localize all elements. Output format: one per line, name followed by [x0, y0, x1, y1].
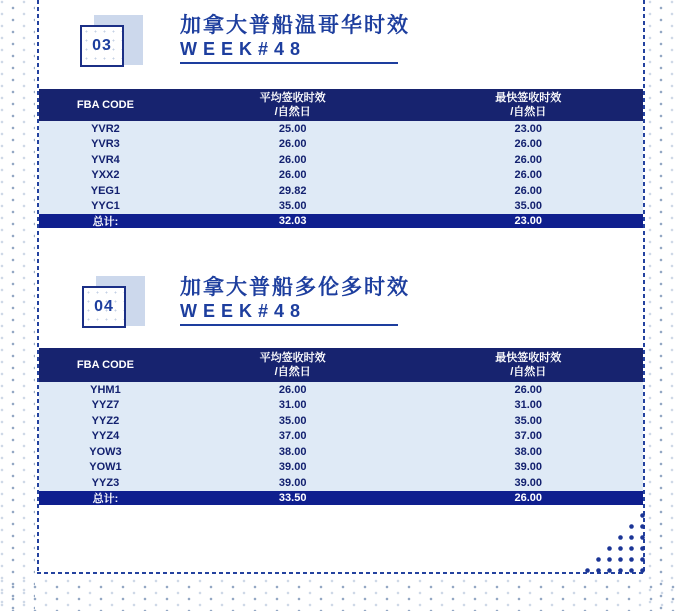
- table-row: [39, 475, 643, 491]
- total-fastest: 26.00: [514, 491, 542, 504]
- badge-number: 04: [94, 298, 114, 315]
- cell-code: YYZ2: [91, 414, 120, 427]
- cell-fastest: 26.00: [514, 138, 542, 151]
- table-row: [39, 152, 643, 168]
- vancouver-shipping-table: [39, 89, 643, 228]
- col-header-average-line1: 平均签收时效: [259, 92, 326, 104]
- cell-average: 39.00: [278, 476, 307, 489]
- col-header-average: [172, 348, 414, 382]
- cell-code: YYC1: [91, 200, 120, 213]
- col-header-fastest: [413, 89, 643, 121]
- table-row: [39, 444, 643, 460]
- cell-fastest: 31.00: [514, 399, 542, 412]
- cell-fastest: 26.00: [514, 153, 542, 166]
- col-header-average: [172, 89, 414, 121]
- cell-average: 29.82: [278, 184, 307, 197]
- cell-fastest: 26.00: [514, 184, 542, 197]
- badge-number-box: [80, 25, 124, 67]
- table-row: [39, 199, 643, 215]
- cell-fastest: 26.00: [514, 383, 542, 396]
- col-header-fba-code: FBA CODE: [76, 359, 134, 371]
- col-header-average-line2: /自然日: [274, 366, 311, 378]
- total-fastest: 23.00: [514, 215, 542, 227]
- section-title: 加拿大普船多伦多时效: [180, 276, 410, 299]
- section-week-label: WEEK#48: [180, 301, 307, 321]
- table-row: [39, 413, 643, 429]
- cell-average: 25.00: [278, 122, 307, 135]
- report-content: [39, 0, 643, 572]
- cell-average: 26.00: [278, 153, 307, 166]
- cell-code: YVR4: [91, 153, 120, 166]
- badge-number: 03: [92, 37, 112, 54]
- cell-code: YXX2: [91, 169, 120, 182]
- table-row: [39, 398, 643, 414]
- cell-average: 31.00: [278, 399, 307, 412]
- cell-code: YYZ3: [91, 476, 120, 489]
- toronto-shipping-table: [39, 348, 643, 505]
- table-total-row: [39, 491, 643, 505]
- cell-code: YVR2: [91, 122, 120, 135]
- cell-average: 35.00: [278, 200, 307, 213]
- cell-fastest: 26.00: [514, 169, 542, 182]
- cell-average: 26.00: [278, 383, 307, 396]
- cell-code: YOW1: [89, 461, 122, 474]
- table-total-row: [39, 214, 643, 228]
- col-header-average-line1: 平均签收时效: [259, 352, 326, 364]
- dot-triangle-decoration: [585, 513, 645, 573]
- table-row: [39, 168, 643, 184]
- table-row: [39, 382, 643, 398]
- title-underline: [180, 324, 398, 326]
- cell-average: 26.00: [278, 169, 307, 182]
- cell-fastest: 23.00: [514, 122, 542, 135]
- col-header-fastest-line2: /自然日: [510, 366, 547, 378]
- cell-code: YEG1: [90, 184, 121, 197]
- cell-code: YHM1: [90, 383, 121, 396]
- cell-code: YVR3: [91, 138, 120, 151]
- cell-fastest: 38.00: [514, 445, 542, 458]
- section-title: 加拿大普船温哥华时效: [180, 14, 410, 37]
- cell-fastest: 39.00: [514, 461, 542, 474]
- col-header-fastest-line1: 最快签收时效: [495, 92, 562, 104]
- cell-fastest: 35.00: [514, 200, 542, 213]
- badge-number-box: [82, 286, 126, 328]
- cell-average: 37.00: [278, 430, 307, 443]
- cell-fastest: 35.00: [514, 414, 542, 427]
- table-header-row: [39, 89, 643, 121]
- dotted-margin-right: [648, 0, 681, 611]
- table-header-row: [39, 348, 643, 382]
- cell-code: YYZ7: [91, 399, 120, 412]
- col-header-average-line2: /自然日: [274, 106, 311, 118]
- section-badge-04: [82, 276, 152, 340]
- cell-code: YOW3: [89, 445, 122, 458]
- col-header-fastest-line2: /自然日: [510, 106, 547, 118]
- table-row: [39, 460, 643, 476]
- total-average: 32.03: [278, 215, 307, 227]
- table-row: [39, 429, 643, 445]
- dotted-margin-bottom: [0, 579, 681, 611]
- dashed-border-bottom: [37, 572, 645, 574]
- total-label: 总计:: [92, 216, 119, 228]
- table-row: [39, 183, 643, 199]
- cell-fastest: 39.00: [514, 476, 542, 489]
- title-underline: [180, 62, 398, 64]
- cell-average: 39.00: [278, 461, 307, 474]
- cell-average: 38.00: [278, 445, 307, 458]
- cell-fastest: 37.00: [514, 430, 542, 443]
- table-row: [39, 121, 643, 137]
- cell-average: 35.00: [278, 414, 307, 427]
- dashed-border-right: [643, 0, 645, 574]
- cell-average: 26.00: [278, 138, 307, 151]
- section-title-block-toronto: [180, 275, 410, 326]
- table-row: [39, 137, 643, 153]
- section-week-label: WEEK#48: [180, 39, 307, 59]
- cell-code: YYZ4: [91, 430, 120, 443]
- total-average: 33.50: [278, 491, 307, 504]
- section-title-block-vancouver: [180, 13, 410, 64]
- col-header-fba-code: FBA CODE: [76, 99, 134, 111]
- total-label: 总计:: [92, 492, 119, 505]
- col-header-fastest-line1: 最快签收时效: [495, 352, 562, 364]
- section-badge-03: [80, 15, 150, 79]
- col-header-fastest: [413, 348, 643, 382]
- dotted-margin-left: [0, 0, 35, 611]
